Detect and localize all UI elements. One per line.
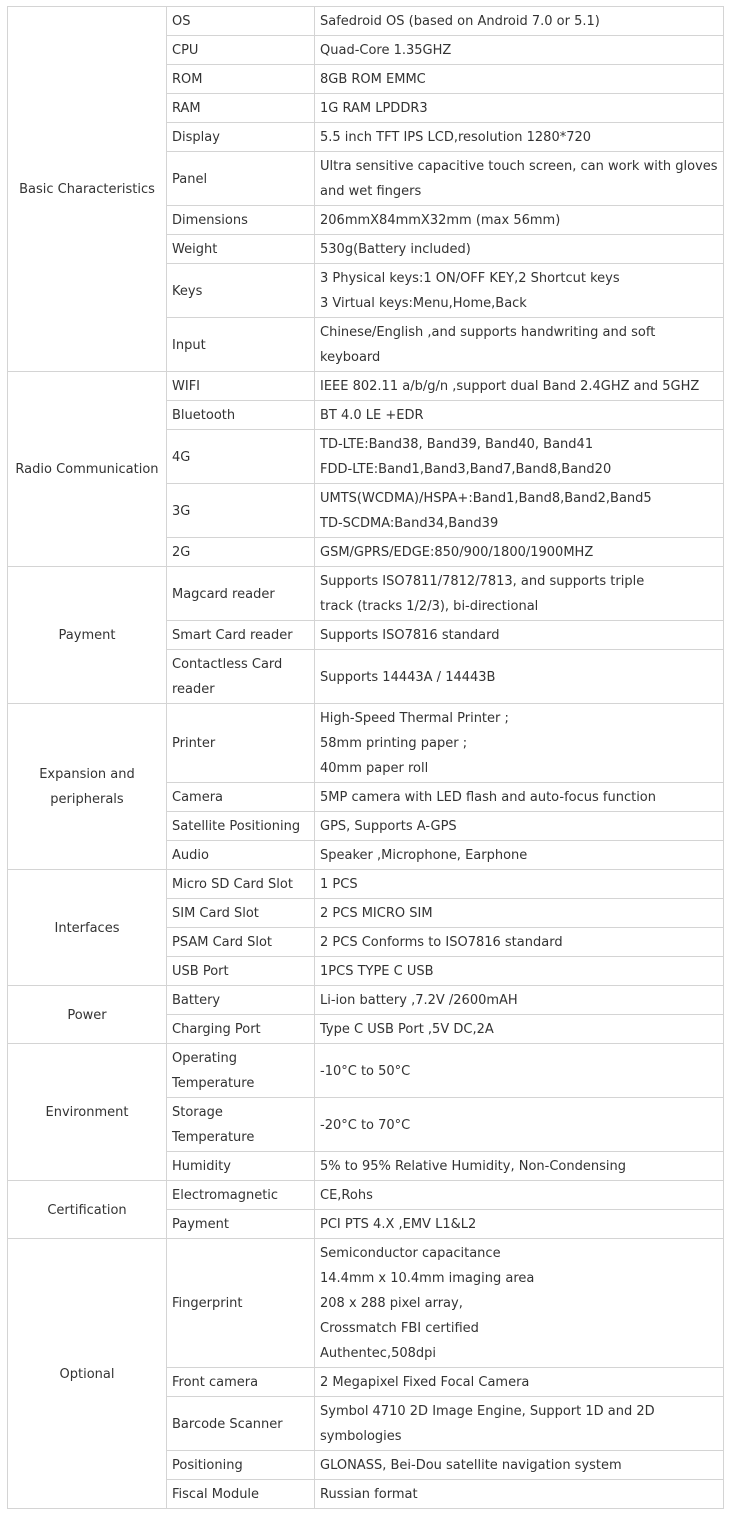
spec-row	[8, 1181, 724, 1210]
value-line: Type C USB Port ,5V DC,2A	[320, 1022, 494, 1037]
value-cell	[315, 235, 724, 264]
value-cell	[315, 1368, 724, 1397]
value-line: 1G RAM LPDDR3	[320, 101, 428, 116]
feature-cell: Humidity	[167, 1152, 315, 1181]
value-cell	[315, 986, 724, 1015]
spec-row	[8, 372, 724, 401]
category-cell: Interfaces	[8, 870, 167, 986]
value-line: 2 Megapixel Fixed Focal Camera	[320, 1375, 530, 1390]
feature-cell: OS	[167, 7, 315, 36]
feature-cell: PSAM Card Slot	[167, 928, 315, 957]
value-line: Speaker ,Microphone, Earphone	[320, 848, 528, 863]
feature-cell: Panel	[167, 152, 315, 206]
feature-cell: Camera	[167, 783, 315, 812]
value-cell	[315, 870, 724, 899]
category-cell: Payment	[8, 567, 167, 704]
spec-row	[8, 704, 724, 783]
spec-row	[8, 1239, 724, 1368]
feature-cell: Dimensions	[167, 206, 315, 235]
value-line: 1 PCS	[320, 877, 358, 892]
value-cell	[315, 264, 724, 318]
feature-cell: Magcard reader	[167, 567, 315, 621]
value-line: 1PCS TYPE C USB	[320, 964, 434, 979]
value-cell	[315, 123, 724, 152]
feature-cell: Barcode Scanner	[167, 1397, 315, 1451]
value-line: UMTS(WCDMA)/HSPA+:Band1,Band8,Band2,Band5	[320, 491, 652, 506]
category-cell: Basic Characteristics	[8, 7, 167, 372]
feature-cell: Charging Port	[167, 1015, 315, 1044]
value-cell	[315, 36, 724, 65]
value-cell	[315, 1098, 724, 1152]
value-cell	[315, 206, 724, 235]
value-line: Supports ISO7816 standard	[320, 628, 500, 643]
value-cell	[315, 430, 724, 484]
feature-cell: ROM	[167, 65, 315, 94]
value-line: symbologies	[320, 1429, 402, 1444]
value-line: 5MP camera with LED flash and auto-focus function	[320, 790, 656, 805]
feature-cell: USB Port	[167, 957, 315, 986]
value-line: Quad-Core 1.35GHZ	[320, 43, 452, 58]
spec-row	[8, 567, 724, 621]
value-line: Safedroid OS (based on Android 7.0 or 5.1)	[320, 14, 600, 29]
feature-cell: Input	[167, 318, 315, 372]
value-line: 3 Physical keys:1 ON/OFF KEY,2 Shortcut keys	[320, 271, 620, 286]
value-line: 206mmX84mmX32mm (max 56mm)	[320, 213, 561, 228]
value-line: track (tracks 1/2/3), bi-directional	[320, 599, 539, 614]
value-line: Chinese/English ,and supports handwriting and soft	[320, 325, 656, 340]
feature-cell: Front camera	[167, 1368, 315, 1397]
value-line: 58mm printing paper ;	[320, 736, 468, 751]
value-cell	[315, 899, 724, 928]
value-line: 5.5 inch TFT IPS LCD,resolution 1280*720	[320, 130, 592, 145]
value-cell	[315, 1480, 724, 1509]
value-line: Supports ISO7811/7812/7813, and supports triple	[320, 574, 645, 589]
value-cell	[315, 1210, 724, 1239]
value-line: -20°C to 70°C	[320, 1117, 411, 1133]
value-cell	[315, 567, 724, 621]
value-cell	[315, 538, 724, 567]
value-cell	[315, 1044, 724, 1098]
value-cell	[315, 783, 724, 812]
value-cell	[315, 318, 724, 372]
feature-cell: Positioning	[167, 1451, 315, 1480]
value-cell	[315, 152, 724, 206]
value-cell	[315, 1451, 724, 1480]
value-cell	[315, 650, 724, 704]
value-cell	[315, 401, 724, 430]
feature-cell: Keys	[167, 264, 315, 318]
feature-cell: 2G	[167, 538, 315, 567]
value-line: TD-LTE:Band38, Band39, Band40, Band41	[320, 437, 594, 452]
spec-row	[8, 7, 724, 36]
category-cell: Power	[8, 986, 167, 1044]
value-line: Li-ion battery ,7.2V /2600mAH	[320, 993, 518, 1008]
value-cell	[315, 957, 724, 986]
value-line: BT 4.0 LE +EDR	[320, 408, 424, 423]
value-line: 5% to 95% Relative Humidity, Non-Condensing	[320, 1159, 626, 1174]
value-cell	[315, 94, 724, 123]
feature-cell: RAM	[167, 94, 315, 123]
value-cell	[315, 812, 724, 841]
feature-cell: Smart Card reader	[167, 621, 315, 650]
value-cell	[315, 372, 724, 401]
feature-cell: Fingerprint	[167, 1239, 315, 1368]
value-line: and wet fingers	[320, 184, 422, 199]
value-line: Authentec,508dpi	[320, 1346, 437, 1361]
value-cell	[315, 1015, 724, 1044]
value-line: -10°C to 50°C	[320, 1063, 411, 1079]
value-line: 40mm paper roll	[320, 761, 429, 776]
feature-cell: SIM Card Slot	[167, 899, 315, 928]
value-line: 530g(Battery included)	[320, 242, 471, 257]
value-line: CE,Rohs	[320, 1188, 373, 1203]
feature-cell: WIFI	[167, 372, 315, 401]
value-line: GPS, Supports A-GPS	[320, 819, 457, 834]
value-cell	[315, 65, 724, 94]
value-cell	[315, 7, 724, 36]
value-line: Ultra sensitive capacitive touch screen, can work with gloves	[320, 159, 718, 174]
value-cell	[315, 928, 724, 957]
feature-cell: Battery	[167, 986, 315, 1015]
feature-cell: Micro SD Card Slot	[167, 870, 315, 899]
feature-cell: Audio	[167, 841, 315, 870]
category-cell: Optional	[8, 1239, 167, 1509]
spec-row	[8, 1044, 724, 1098]
value-cell	[315, 1152, 724, 1181]
value-cell	[315, 1239, 724, 1368]
value-cell	[315, 1181, 724, 1210]
value-line: Semiconductor capacitance	[320, 1246, 501, 1261]
feature-cell: Electromagnetic	[167, 1181, 315, 1210]
value-line: keyboard	[320, 350, 381, 365]
feature-cell: 4G	[167, 430, 315, 484]
feature-cell: Payment	[167, 1210, 315, 1239]
value-line: 2 PCS MICRO SIM	[320, 906, 433, 921]
value-line: Russian format	[320, 1487, 418, 1502]
spec-row	[8, 986, 724, 1015]
value-line: IEEE 802.11 a/b/g/n ,support dual Band 2.4GHZ and 5GHZ	[320, 379, 700, 394]
spec-table	[7, 6, 724, 1509]
feature-cell: Contactless Card reader	[167, 650, 315, 704]
value-line: High-Speed Thermal Printer ;	[320, 711, 509, 726]
spec-row	[8, 870, 724, 899]
category-cell: Certification	[8, 1181, 167, 1239]
value-line: Crossmatch FBI certified	[320, 1321, 479, 1336]
feature-cell: CPU	[167, 36, 315, 65]
value-cell	[315, 704, 724, 783]
value-line: 3 Virtual keys:Menu,Home,Back	[320, 296, 527, 311]
value-line: GSM/GPRS/EDGE:850/900/1800/1900MHZ	[320, 545, 594, 560]
value-cell	[315, 621, 724, 650]
feature-cell: Printer	[167, 704, 315, 783]
feature-cell: Satellite Positioning	[167, 812, 315, 841]
category-cell: Environment	[8, 1044, 167, 1181]
feature-cell: Storage Temperature	[167, 1098, 315, 1152]
value-line: 14.4mm x 10.4mm imaging area	[320, 1271, 535, 1286]
category-cell: Radio Communication	[8, 372, 167, 567]
feature-cell: Display	[167, 123, 315, 152]
value-line: FDD-LTE:Band1,Band3,Band7,Band8,Band20	[320, 462, 612, 477]
feature-cell: Weight	[167, 235, 315, 264]
value-line: TD-SCDMA:Band34,Band39	[320, 516, 499, 531]
feature-cell: Operating Temperature	[167, 1044, 315, 1098]
value-line: Symbol 4710 2D Image Engine, Support 1D and 2D	[320, 1404, 655, 1419]
value-cell	[315, 841, 724, 870]
feature-cell: Bluetooth	[167, 401, 315, 430]
value-line: PCI PTS 4.X ,EMV L1&L2	[320, 1217, 477, 1232]
feature-cell: 3G	[167, 484, 315, 538]
value-line: 8GB ROM EMMC	[320, 72, 426, 87]
value-cell	[315, 1397, 724, 1451]
spec-table-body	[8, 7, 724, 1509]
value-cell	[315, 484, 724, 538]
category-cell: Expansion and peripherals	[8, 704, 167, 870]
value-line: 2 PCS Conforms to ISO7816 standard	[320, 935, 563, 950]
value-line: Supports 14443A / 14443B	[320, 669, 496, 685]
feature-cell: Fiscal Module	[167, 1480, 315, 1509]
value-line: 208 x 288 pixel array,	[320, 1296, 463, 1311]
value-line: GLONASS, Bei-Dou satellite navigation system	[320, 1458, 622, 1473]
